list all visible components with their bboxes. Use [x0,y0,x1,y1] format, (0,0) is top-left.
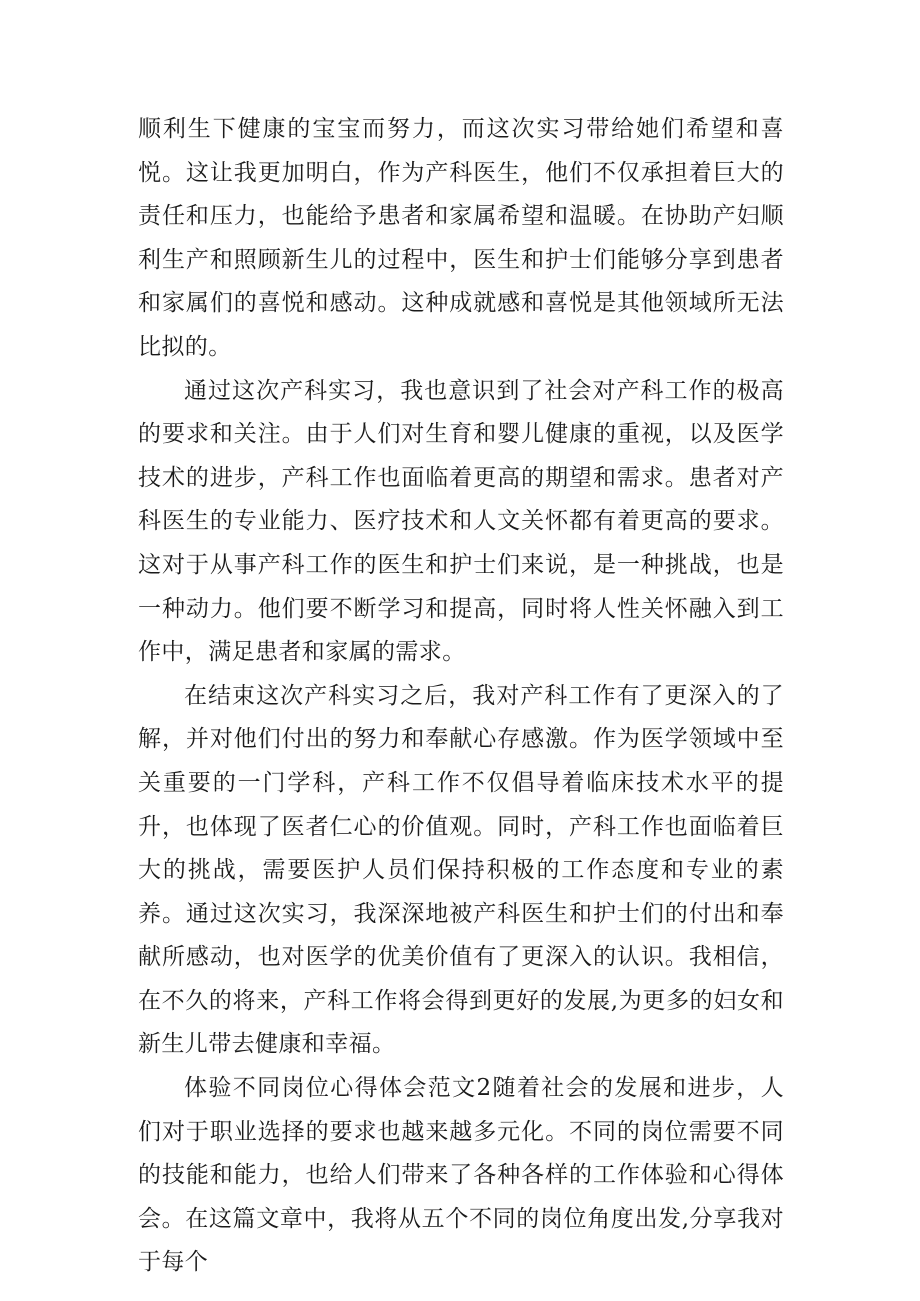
paragraph-3: 在结束这次产科实习之后，我对产科工作有了更深入的了解，并对他们付出的努力和奉献心存感激。作为医学领域中至关重要的一门学科，产科工作不仅倡导着临床技术水平的提升，也体现了医者仁心的价值观。同时，产科工作也面临着巨大的挑战，需要医护人员们保持积极的工作态度和专业的素养。通过这次实习，我深深地被产科医生和护士们的付出和奉献所感动，也对医学的优美价值有了更深入的认识。我相信，在不久的将来，产科工作将会得到更好的发展,为更多的妇女和新生儿带去健康和幸福。 [138,682,784,1058]
document-body [138,108,784,1285]
paragraph-2: 通过这次产科实习，我也意识到了社会对产科工作的极高的要求和关注。由于人们对生育和婴儿健康的重视，以及医学技术的进步，产科工作也面临着更高的期望和需求。患者对产科医生的专业能力、医疗技术和人文关怀都有着更高的要求。这对于从事产科工作的医生和护士们来说，是一种挑战，也是一种动力。他们要不断学习和提高，同时将人性关怀融入到工作中，满足患者和家属的需求。 [138,377,784,666]
paragraph-4: 体验不同岗位心得体会范文2随着社会的发展和进步，人们对于职业选择的要求也越来越多元化。不同的岗位需要不同的技能和能力，也给人们带来了各种各样的工作体验和心得体会。在这篇文章中，我将从五个不同的岗位角度出发,分享我对于每个 [138,1075,784,1276]
paragraph-1: 顺利生下健康的宝宝而努力，而这次实习带给她们希望和喜悦。这让我更加明白，作为产科医生，他们不仅承担着巨大的责任和压力，也能给予患者和家属希望和温暖。在协助产妇顺利生产和照顾新生儿的过程中，医生和护士们能够分享到患者和家属们的喜悦和感动。这种成就感和喜悦是其他领域所无法比拟的。 [138,116,784,360]
